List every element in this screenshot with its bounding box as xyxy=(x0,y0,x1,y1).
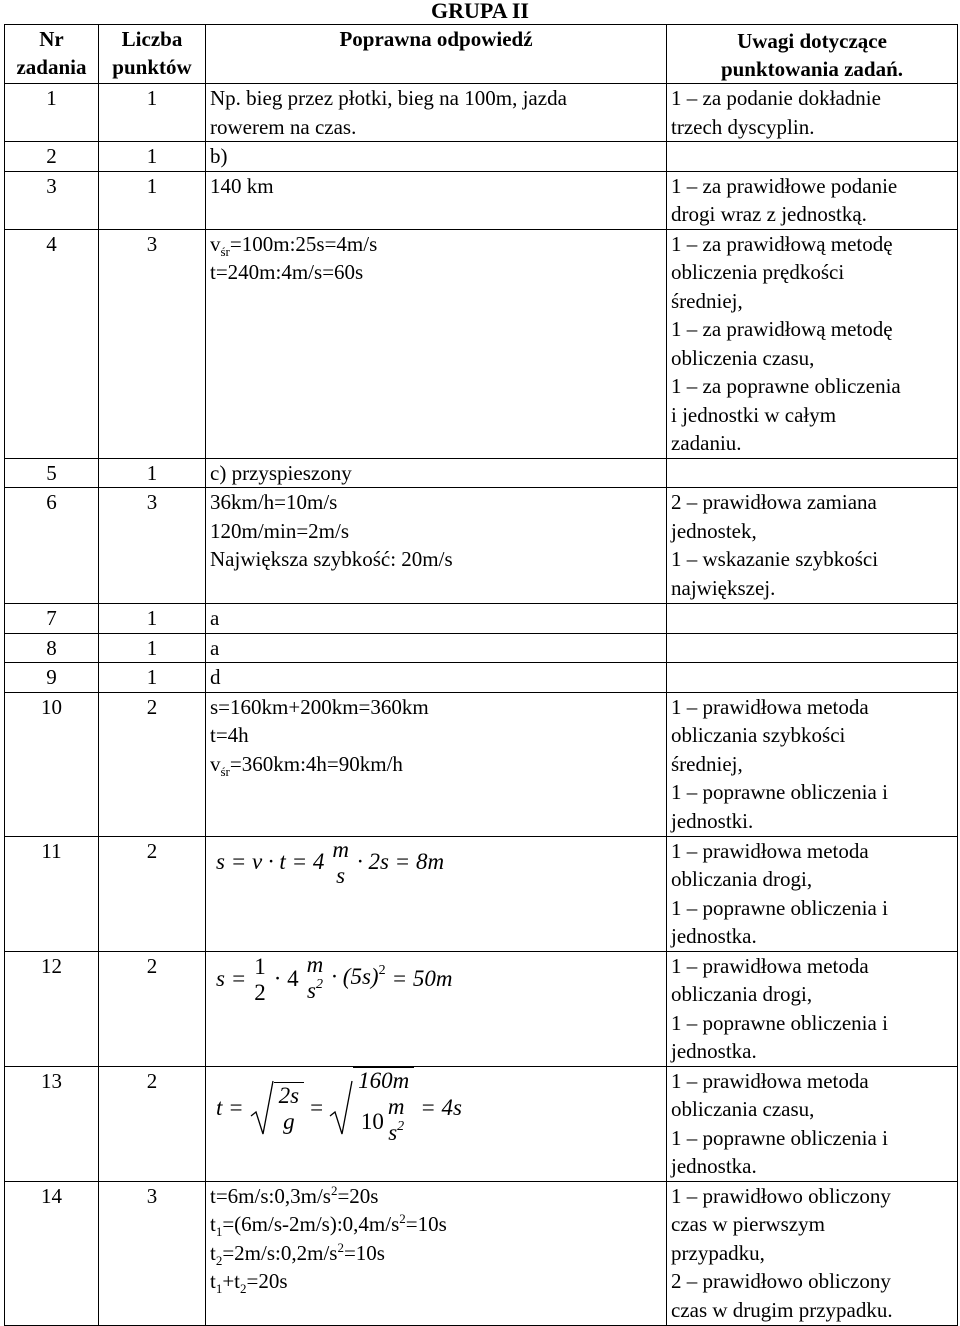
radical-sign-icon xyxy=(250,1080,274,1136)
task-points: 1 xyxy=(99,663,206,693)
square-root: 2s g xyxy=(250,1080,304,1136)
task-number: 12 xyxy=(5,951,99,1066)
table-row xyxy=(5,84,958,142)
task-notes xyxy=(667,633,958,663)
task-number: 1 xyxy=(5,84,99,142)
table-row xyxy=(5,142,958,172)
task-number: 6 xyxy=(5,488,99,604)
table-row xyxy=(5,604,958,634)
task-answer xyxy=(206,836,667,951)
task-points: 3 xyxy=(99,1181,206,1325)
task-points: 1 xyxy=(99,458,206,488)
task-points: 1 xyxy=(99,84,206,142)
task-points: 1 xyxy=(99,171,206,229)
task-number: 5 xyxy=(5,458,99,488)
task-answer xyxy=(206,1066,667,1181)
task-notes: 2 – prawidłowa zamiana jednostek, 1 – wskazanie szybkości największej. xyxy=(667,488,958,604)
task-points: 2 xyxy=(99,1066,206,1181)
task-points: 1 xyxy=(99,604,206,634)
task-notes: 1 – prawidłowa metoda obliczania drogi, 1 – poprawne obliczenia i jednostka. xyxy=(667,951,958,1066)
task-number: 2 xyxy=(5,142,99,172)
task-answer: a xyxy=(206,633,667,663)
task-notes: 1 – za podanie dokładnie trzech dyscyplin. xyxy=(667,84,958,142)
task-number: 11 xyxy=(5,836,99,951)
task-points: 3 xyxy=(99,229,206,458)
task-answer: 140 km xyxy=(206,171,667,229)
fraction: m $s^2$ xyxy=(306,951,324,1003)
task-answer: $t=6m/s:0,3m/s^2=20s$ $t_1=(6m/s-2m/s):0,4m/s^2=10s$ $t_2=2m/s:0,2m/s^2=10s$ $t_1+t_2=20s$ xyxy=(206,1181,667,1325)
table-row xyxy=(5,951,958,1066)
task-answer: $v_{śr}=100m:25s=4m/s$ t=240m:4m/s=60s xyxy=(206,229,667,458)
task-answer: d xyxy=(206,663,667,693)
task-answer: s=160km+200km=360km t=4h $v_{śr}=360km:4h=90km/h$ xyxy=(206,692,667,836)
formula-fall-time: t = 2s g = 160m 10 m $s^2$ = 4s xyxy=(210,1067,462,1150)
page-title: GRUPA II xyxy=(431,0,529,23)
table-row xyxy=(5,229,958,458)
task-notes xyxy=(667,458,958,488)
table-row xyxy=(5,1066,958,1181)
task-notes: 1 – prawidłowa metoda obliczania drogi, 1 – poprawne obliczenia i jednostka. xyxy=(667,836,958,951)
task-points: 2 xyxy=(99,836,206,951)
task-notes: 1 – za prawidłową metodę obliczenia prędkości średniej, 1 – za prawidłową metodę obliczenia czasu, 1 – za poprawne obliczenia i jednostki w całym zadaniu. xyxy=(667,229,958,458)
task-number: 8 xyxy=(5,633,99,663)
fraction: m $s^2$ xyxy=(387,1093,405,1145)
task-notes: 1 – prawidłowo obliczony czas w pierwszym przypadku, 2 – prawidłowo obliczony czas w drugim przypadku. xyxy=(667,1181,958,1325)
task-number: 9 xyxy=(5,663,99,693)
task-notes: 1 – prawidłowa metoda obliczania czasu, 1 – poprawne obliczenia i jednostka. xyxy=(667,1066,958,1181)
task-number: 14 xyxy=(5,1181,99,1325)
header-row xyxy=(5,25,958,84)
formula-distance: s = v · t = 4 m s · 2s = 8m xyxy=(216,836,445,888)
square-root: 160m 10 m $s^2$ xyxy=(329,1067,414,1150)
fraction: m s xyxy=(332,836,349,888)
header-answer: Poprawna odpowiedź xyxy=(206,25,667,84)
table-row xyxy=(5,171,958,229)
task-points: 1 xyxy=(99,633,206,663)
task-number: 13 xyxy=(5,1066,99,1181)
header-task-number: Nr zadania xyxy=(5,25,99,84)
task-notes: 1 – za prawidłowe podanie drogi wraz z jednostką. xyxy=(667,171,958,229)
table-row xyxy=(5,633,958,663)
task-points: 1 xyxy=(99,142,206,172)
task-answer: c) przyspieszony xyxy=(206,458,667,488)
task-answer: a xyxy=(206,604,667,634)
task-notes: 1 – prawidłowa metoda obliczania szybkości średniej, 1 – poprawne obliczenia i jednostki. xyxy=(667,692,958,836)
table-row xyxy=(5,836,958,951)
task-number: 7 xyxy=(5,604,99,634)
task-number: 3 xyxy=(5,171,99,229)
table-row xyxy=(5,488,958,604)
task-notes xyxy=(667,663,958,693)
task-notes xyxy=(667,604,958,634)
task-points: 2 xyxy=(99,692,206,836)
header-points: Liczba punktów xyxy=(99,25,206,84)
header-notes: Uwagi dotyczące punktowania zadań. xyxy=(667,25,958,84)
task-answer: b) xyxy=(206,142,667,172)
fraction: 1 2 xyxy=(254,953,266,1005)
task-answer: 36km/h=10m/s 120m/min=2m/s Największa szybkość: 20m/s xyxy=(206,488,667,604)
task-answer: Np. bieg przez płotki, bieg na 100m, jazda rowerem na czas. xyxy=(206,84,667,142)
task-notes xyxy=(667,142,958,172)
task-number: 10 xyxy=(5,692,99,836)
table-row xyxy=(5,692,958,836)
table-row xyxy=(5,663,958,693)
table-row xyxy=(5,458,958,488)
task-number: 4 xyxy=(5,229,99,458)
table-row xyxy=(5,1181,958,1325)
answer-key-table xyxy=(4,24,958,1326)
task-answer xyxy=(206,951,667,1066)
task-points: 3 xyxy=(99,488,206,604)
formula-free-fall-distance: s = 1 2 · 4 m $s^2$ · $(5s)^2$ = 50m xyxy=(210,952,452,1008)
radical-sign-icon xyxy=(329,1068,353,1148)
task-points: 2 xyxy=(99,951,206,1066)
